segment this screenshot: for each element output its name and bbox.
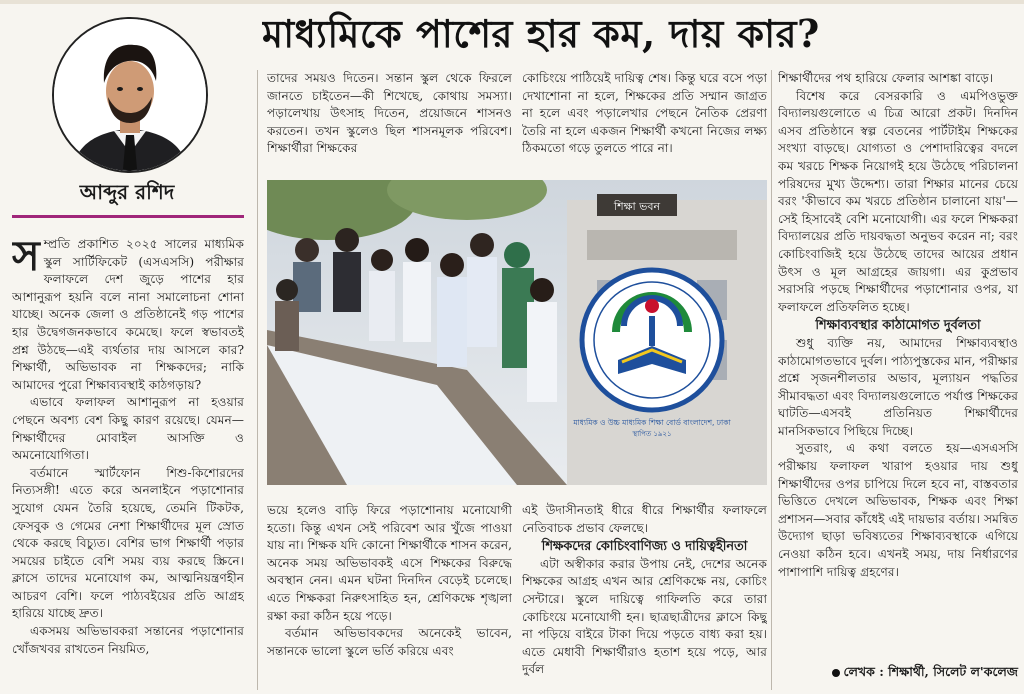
column-divider — [771, 70, 772, 690]
column-2-top — [267, 70, 512, 176]
paragraph: এভাবে ফলাফল আশানুরূপ না হওয়ার পেছনে অবশ্য বেশ কিছু কারণ রয়েছে। যেমন—শিক্ষার্থীদের মোবাইল আসক্তি ও অমনোযোগিতা। — [12, 395, 244, 463]
students-checking-results-image — [267, 180, 767, 485]
column-3-top — [522, 70, 767, 176]
logo-caption: মাধ্যমিক ও উচ্চ মাধ্যমিক শিক্ষা বোর্ড বাংলাদেশ, ঢাকা — [573, 418, 731, 427]
section-heading: শিক্ষাব্যবস্থার কাঠামোগত দুর্বলতা — [815, 318, 981, 334]
column-divider — [257, 70, 258, 690]
paragraph: এই উদাসীনতাই ধীরে ধীরে শিক্ষার্থীর ফলাফলে নেতিবাচক প্রভাব ফেলছে। — [522, 503, 767, 535]
logo-year: স্থাপিত ১৯২১ — [632, 430, 672, 438]
column-2-bottom — [267, 502, 512, 690]
paragraph: বর্তমানে স্মার্টফোন শিশু-কিশোরদের নিত্যসঙ্গী! এতে করে অনলাইনে পড়াশোনার সুযোগ যেমন তৈরি হয়েছে, তেমনি টিকটক, ফেসবুক ও গেমের নেশা শিক্ষার্থীদের মূল স্রোত থেকে করছে বিচ্যুত। বেশির ভাগ শিক্ষার্থী পড়ার সময়ের চাইতে বেশি সময় ব্যয় করছে স্ক্রিনে। ক্লাসে তাদের মনোযোগ কম, আত্মনিয়ন্ত্রণহীন আচরণ বেশি। ফলে পাঠ্যবইয়ের প্রতি আগ্রহ হারিয়ে যাচ্ছে দ্রুত। — [12, 465, 244, 621]
author-photo — [52, 17, 208, 173]
author-portrait-icon — [54, 19, 206, 171]
section-heading: শিক্ষকদের কোচিংবাণিজ্য ও দায়িত্বহীনতা — [541, 539, 748, 555]
headline: মাধ্যমিকে পাশের হার কম, দায় কার? — [262, 11, 820, 56]
paragraph: শিক্ষার্থীদের পথ হারিয়ে ফেলার আশঙ্কা বাড়ে। — [778, 71, 994, 85]
paragraph: ভয়ে হলেও বাড়ি ফিরে পড়াশোনায় মনোযোগী হতো। কিন্তু এখন সেই পরিবেশ আর খুঁজে পাওয়া যায় না। শিক্ষক যদি কোনো শিক্ষার্থীকে শাসন করেন, অনেক সময় অভিভাবকই এসে শিক্ষকের বিরুদ্ধে অবস্থান নেন। এমন ঘটনা দিনদিন বেড়েই চলেছে। এতে শিক্ষকরা নিরুৎসাহিত হন, শ্রেণিকক্ষে শৃঙ্খলা রক্ষা করা কঠিন হয়ে পড়ে। — [267, 503, 512, 623]
paragraph: বর্তমান অভিভাবকদের অনেকেই ভাবেন, সন্তানকে ভালো স্কুলে ভর্তি করিয়ে এবং — [267, 626, 512, 658]
drop-cap: স — [12, 236, 40, 280]
paragraph: শুধু ব্যক্তি নয়, আমাদের শিক্ষাব্যবস্থাও কাঠামোগতভাবে দুর্বল। পাঠ্যপুস্তকের মান, পরীক্ষার প্রশ্নে সৃজনশীলতার অভাব, মূল্যায়ন পদ্ধতির সীমাবদ্ধতা এবং বিদ্যালয়গুলোতে পর্যাপ্ত শিক্ষকের ঘাটতি—এসবই প্রতিনিয়ত শিক্ষার্থীদের মানসিকভাবে পিছিয়ে দিচ্ছে। — [778, 335, 1018, 438]
paragraph: একসময় অভিভাবকরা সন্তানের পড়াশোনার খোঁজখবর রাখতেন নিয়মিত, — [12, 624, 244, 656]
author-name: আব্দুর রশিদ — [79, 180, 175, 204]
paragraph: সুতরাং, এ কথা বলতে হয়—এসএসসি পরীক্ষায় ফলাফল খারাপ হওয়ার দায় শুধু শিক্ষার্থীদের ওপর চাপিয়ে দিলে হবে না, বাস্তবতার ভিত্তিতে দেখলে অভিভাবক, শিক্ষক এবং শিক্ষা প্রশাসন—সবার কাঁধেই এই দায়ভার বর্তায়। সমন্বিত উদ্যোগ ছাড়া ভবিষ্যতের শিক্ষাব্যবস্থাকে এগিয়ে নেওয়া কঠিন হবে। এখনই সময়, দায় নির্ধারণের পাশাপাশি দায়িত্ব গ্রহণের। — [778, 441, 1018, 579]
bullet-icon — [832, 669, 840, 677]
top-strip — [0, 0, 1024, 4]
board-sign-text: শিক্ষা ভবন — [613, 200, 661, 213]
paragraph: তাদের সময়ও দিতেন। সন্তান স্কুল থেকে ফিরলে জানতে চাইতেন—কী শিখেছে, কোথায় সমস্যা। পড়ালেখায় উৎসাহ দিতেন, প্রয়োজনে শাসনও করতেন। তখন স্কুলেও ছিল শাসনমূলক পরিবেশ। শিক্ষার্থীরা শিক্ষকের — [267, 71, 512, 156]
column-4 — [778, 70, 1018, 660]
paragraph: বিশেষ করে বেসরকারি ও এমপিওভুক্ত বিদ্যালয়গুলোতে এ চিত্র আরো প্রকট। দিনদিন এসব প্রতিষ্ঠানে স্বল্প বেতনের পার্টটাইম শিক্ষকের সংখ্যা বাড়ছে। যোগ্যতা ও পেশাদারিত্বের বদলে কম খরচে শিক্ষক নিয়োগই হয়ে উঠেছে পরিচালনা পরিষদের মুখ্য উদ্দেশ্য। তারা শিক্ষার মানের চেয়ে বরং 'কীভাবে কম খরচে প্রতিষ্ঠান চালানো যায়'—সেই হিসাবেই বেশি মনোযোগী। এর ফলে শিক্ষকরা বিদ্যালয়ের প্রতি দায়বদ্ধতা অনুভব করেন না; বরং কোচিংবাজিই হয়ে উঠেছে তাদের আয়ের প্রধান উৎস ও মূল আগ্রহের জায়গা। এর কুপ্রভাব সরাসরি পড়ছে শিক্ষার্থীদের পড়াশোনার ওপর, যা ফলাফলে প্রতিফলিত হচ্ছে। — [778, 88, 1018, 314]
education-board-logo-icon — [582, 270, 722, 410]
byline: লেখক : শিক্ষার্থী, সিলেট ল'কলেজ — [778, 664, 1018, 684]
intro-paragraph: সম্প্রতি প্রকাশিত ২০২৫ সালের মাধ্যমিক স্কুল সার্টিফিকেট (এসএসসি) পরীক্ষার ফলাফলে দেশ জুড়ে পাশের হার আশানুরূপ হয়নি বলে নানা সমালোচনা শোনা যাচ্ছে। অনেক জেলা ও প্রতিষ্ঠানেই গড় পাশের হার উদ্বেগজনকভাবে কমেছে। ফলে স্বভাবতই প্রশ্ন উঠছে—এই ব্যর্থতার দায় আসলে কার? শিক্ষার্থী, অভিভাবক না শিক্ষকদের; নাকি আমাদের পুরো শিক্ষাব্যবস্থাই কাঠগড়ায়? — [12, 236, 244, 392]
news-photo — [267, 180, 767, 485]
paragraph: কোচিংয়ে পাঠিয়েই দায়িত্ব শেষ। কিন্তু ঘরে বসে পড়া দেখাশোনা না হলে, শিক্ষকের প্রতি সম্মান জাগ্রত না হলে এবং পড়ালেখার পেছনে নৈতিক প্রেরণা তৈরি না হলে একজন শিক্ষার্থী কখনো নিজের লক্ষ্য ঠিকমতো গড়ে তুলতে পারে না। — [522, 71, 767, 156]
column-1 — [12, 236, 244, 688]
paragraph: এটা অস্বীকার করার উপায় নেই, দেশের অনেক শিক্ষকের আগ্রহ এখন আর শ্রেণিকক্ষে নয়, কোচিং সেন্টারে। স্কুলে দায়িত্বে গাফিলতি করে তারা কোচিংয়ে মনোযোগী হন। ছাত্রছাত্রীদের ক্লাসে কিছু না পড়িয়ে বাইরে টাকা দিয়ে পড়তে বাধ্য করা হয়। এতে মেধাবী শিক্ষার্থীরাও হতাশ হয়ে পড়ে, আর দুর্বল — [522, 556, 767, 677]
column-3-bottom — [522, 502, 767, 690]
author-divider — [12, 215, 244, 218]
